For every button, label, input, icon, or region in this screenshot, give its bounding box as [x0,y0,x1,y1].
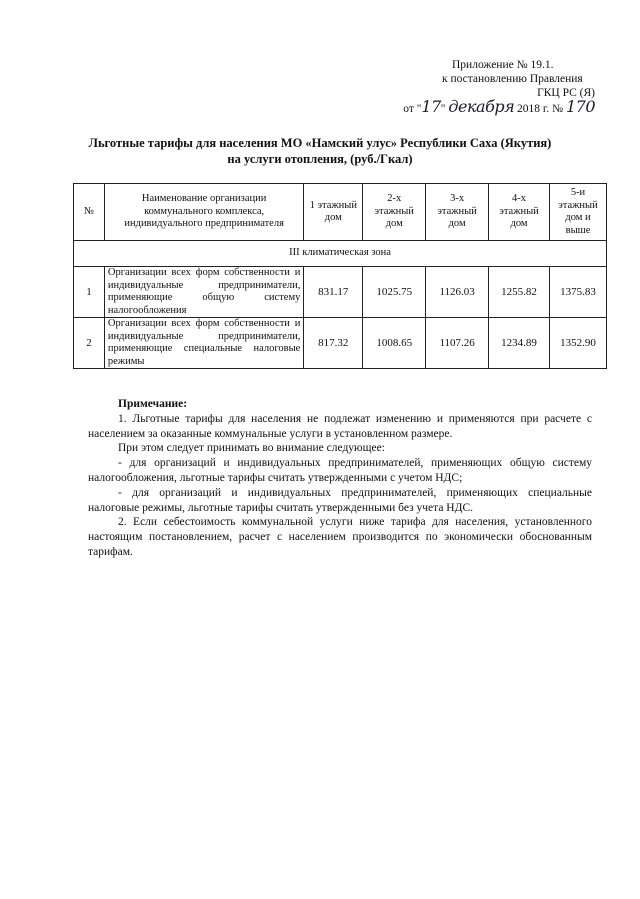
handwritten-month: декабря [448,97,515,116]
note-paragraph-1: 1. Льготные тарифы для населения не подлежат изменению и применяются при расчете с населением за оказанные коммунальные услуги в установленном размере. [88,412,592,440]
row-number: 1 [74,267,105,318]
tariff-value: 831.17 [304,267,363,318]
table-row [74,267,607,318]
table-header-row [74,184,607,241]
tariff-value: 1126.03 [426,267,489,318]
handwritten-number: 170 [565,97,595,116]
resolution-reference: к постановлению Правления [442,73,583,85]
organization-name: ГКЦ РС (Я) [537,87,595,99]
notes-section [88,397,592,560]
note-paragraph-3: - для организаций и индивидуальных предпринимателей, применяющих общую систему налогообложения, льготные тарифы считать утвержденными с учетом НДС; [88,457,592,484]
appendix-number: Приложение № 19.1. [452,59,554,71]
row-organization: Организации всех форм собственности и индивидуальные предприниматели, применяющие специальные налоговые режимы [104,318,303,369]
tariff-value: 1255.82 [489,267,550,318]
appendix-header [400,58,595,116]
handwritten-day: 17 [421,97,441,116]
tariff-value: 1107.26 [426,318,489,369]
tariff-value: 1352.90 [550,318,607,369]
resolution-date-line [400,97,595,116]
header-5-floor: 5-и этажный дом и выше [550,184,607,241]
date-quote: " [440,103,449,115]
date-prefix: от " [403,103,422,115]
notes-title: Примечание: [118,398,188,410]
climate-zone-label: III климатическая зона [74,241,607,267]
date-year: 2018 г. № [514,103,566,115]
tariff-value: 817.32 [304,318,363,369]
document-title [40,135,600,167]
header-organization: Наименование организации коммунального комплекса, индивидуального предпринимателя [104,184,303,241]
tariff-value: 1234.89 [489,318,550,369]
tariff-value: 1375.83 [550,267,607,318]
header-number: № [74,184,105,241]
note-paragraph-5: 2. Если себестоимость коммунальной услуги ниже тарифа для населения, установленного настоящим постановлением, расчет с населением производится по экономически обоснованным тарифам. [88,516,592,558]
tariff-value: 1008.65 [363,318,426,369]
header-2-floor: 2-х этажный дом [363,184,426,241]
row-number: 2 [74,318,105,369]
header-3-floor: 3-х этажный дом [426,184,489,241]
table-row [74,318,607,369]
header-1-floor: 1 этажный дом [304,184,363,241]
climate-zone-row [74,241,607,267]
title-line-1: Льготные тарифы для населения МО «Намский улус» Республики Саха (Якутия) [88,136,552,150]
title-line-2: на услуги отопления, (руб./Гкал) [227,152,413,166]
tariff-value: 1025.75 [363,267,426,318]
row-organization: Организации всех форм собственности и индивидуальные предприниматели, применяющие общую систему налогообложения [104,267,303,318]
note-paragraph-2: При этом следует принимать во внимание следующее: [118,442,385,455]
tariff-table [73,183,607,369]
header-4-floor: 4-х этажный дом [489,184,550,241]
note-paragraph-4: - для организаций и индивидуальных предпринимателей, применяющих специальные налоговые режимы, льготные тарифы считать утвержденными без учета НДС. [88,486,592,514]
